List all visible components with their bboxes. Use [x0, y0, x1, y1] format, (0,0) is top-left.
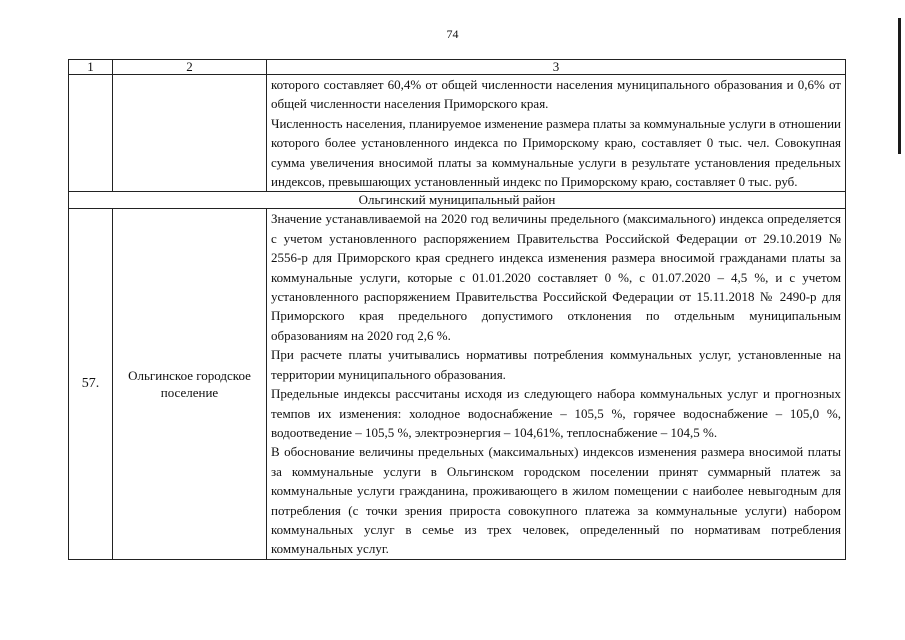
header-col-1: 1: [69, 60, 113, 75]
continued-number-cell: [69, 75, 113, 192]
table-header-row: [69, 60, 846, 75]
table-row-continued: [69, 75, 846, 192]
paragraph: В обоснование величины предельных (максимальных) индексов изменения размера вносимой платы за коммунальные услуги в Ольгинском городском поселении принят суммарный платеж за коммунальные услуги гражданина, проживающего в жилом помещении с наиболее невыгодным для потребления (с точки зрения прироста совокупного платежа за коммунальные услуги) набором коммунальных услуг в семье из трех человек, определенный по нормативам потребления коммунальных услуг.: [271, 444, 841, 557]
paragraph: Предельные индексы рассчитаны исходя из следующего набора коммунальных услуг и прогнозных темпов их изменения: холодное водоснабжение – 105,5 %, горячее водоснабжение – 105,0 %, водоотведение – 105,5 %, электроэнергия – 104,61%, теплоснабжение – 104,5 %.: [271, 386, 841, 440]
municipality-name: Ольгинское городское поселение: [113, 209, 267, 559]
row-57-text-cell: [267, 209, 846, 559]
continued-text-cell: [267, 75, 846, 192]
row-number: 57.: [69, 209, 113, 559]
page-number: 74: [446, 27, 459, 41]
table-row-57: [69, 209, 846, 559]
district-row: [69, 192, 846, 209]
paragraph: При расчете платы учитывались нормативы потребления коммунальных услуг, установленные на территории муниципального образования.: [271, 347, 841, 382]
district-title: Ольгинский муниципальный район: [69, 192, 846, 209]
document-table: [68, 59, 846, 560]
paragraph: которого составляет 60,4% от общей численности населения муниципального образования и 0,6% от общей численности населения Приморского края.: [271, 77, 841, 112]
continued-name-cell: [113, 75, 267, 192]
header-col-2: 2: [113, 60, 267, 75]
header-col-3: 3: [267, 60, 846, 75]
scan-edge-mark: [898, 18, 901, 154]
paragraph: Численность населения, планируемое изменение размера платы за коммунальные услуги в отношении которого более установленного индекса по Приморскому краю, составляет 0 тыс. чел. Совокупная сумма увеличения вносимой платы за коммунальные услуги в результате установления предельных индексов, превышающих установленный индекс по Приморскому краю, составляет 0 тыс. руб.: [271, 115, 841, 190]
paragraph: Значение устанавливаемой на 2020 год величины предельного (максимального) индекса определяется с учетом установленного распоряжением Правительства Российской Федерации от 29.10.2019 № 2556-р для Приморского края среднего индекса изменения размера вносимой гражданами платы за коммунальные услуги, которые с 01.01.2020 составляет 0 %, с 01.07.2020 – 4,5 %, и с учетом установленного распоряжением Правительства Российской Федерации от 15.11.2018 № 2490-р для Приморского края предельного допустимого отклонения по отдельным муниципальным образованиям на 2020 год 2,6 %.: [271, 211, 841, 343]
